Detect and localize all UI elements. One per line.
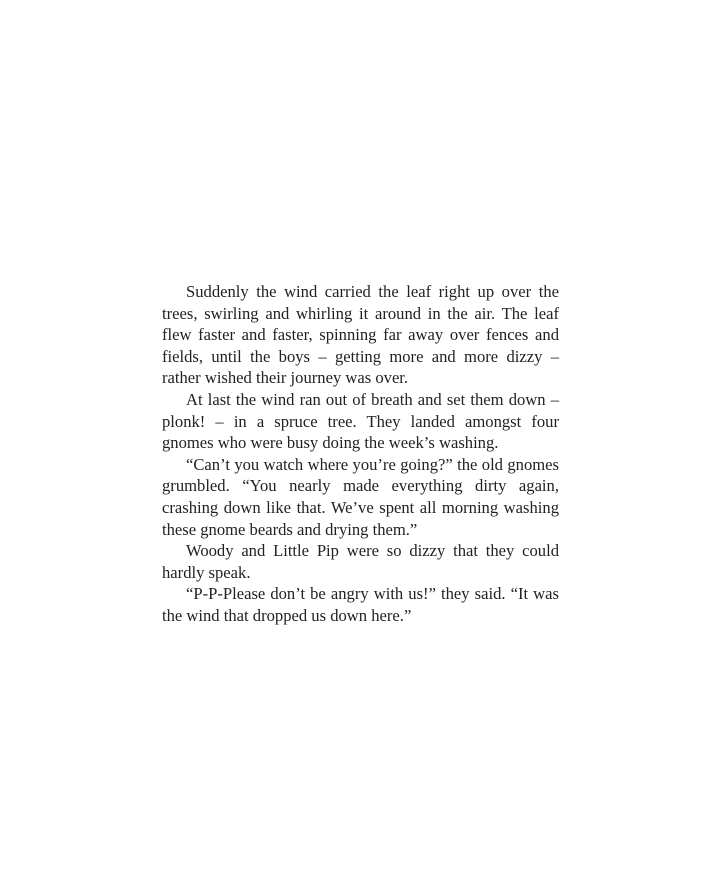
story-text bbox=[162, 281, 559, 627]
paragraph: “Can’t you watch where you’re going?” the old gnomes grumbled. “You nearly made everything dirty again, crashing down like that. We’ve spent all morning washing these gnome beards and drying them.” bbox=[162, 454, 559, 539]
paragraph: Woody and Little Pip were so dizzy that they could hardly speak. bbox=[162, 541, 559, 582]
paragraph: Suddenly the wind carried the leaf right up over the trees, swirling and whirling it around in the air. The leaf flew faster and faster, spinning far away over fences and fields, until the boys – getting more and more dizzy – rather wished their journey was over. bbox=[162, 282, 559, 388]
paragraph: “P-P-Please don’t be angry with us!” they said. “It was the wind that dropped us down here.” bbox=[162, 584, 559, 625]
paragraph: At last the wind ran out of breath and set them down – plonk! – in a spruce tree. They landed amongst four gnomes who were busy doing the week’s washing. bbox=[162, 389, 559, 453]
